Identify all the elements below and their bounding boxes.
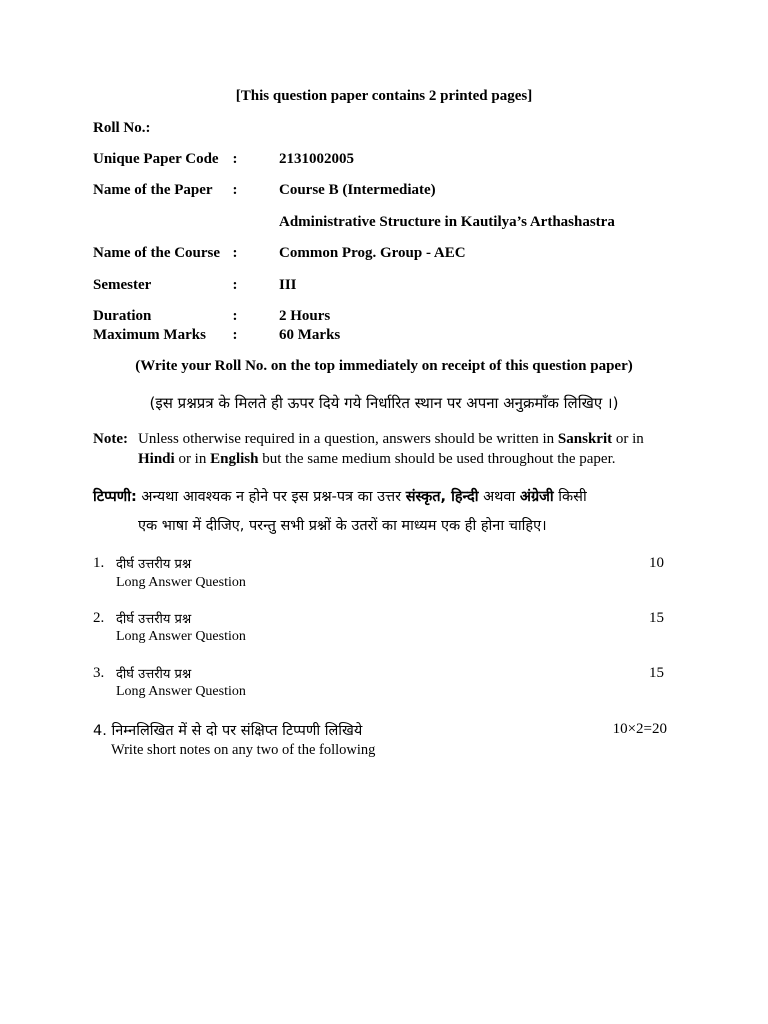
question-4-line <box>93 720 362 740</box>
duration-label: Duration <box>93 308 152 324</box>
note-line-2 <box>138 451 616 468</box>
note-hindi: Hindi <box>138 451 175 467</box>
paper-code-label: Unique Paper Code <box>93 151 219 167</box>
course-name-value: Common Prog. Group - AEC <box>279 245 466 261</box>
question-2-hindi: दीर्घ उत्तरीय प्रश्न <box>116 612 192 627</box>
max-marks-value: 60 Marks <box>279 327 341 343</box>
course-name-label: Name of the Course <box>93 245 221 261</box>
question-3-hindi: दीर्घ उत्तरीय प्रश्न <box>116 667 192 682</box>
paper-name-value: Course B (Intermediate) <box>279 182 436 198</box>
question-1-hindi: दीर्घ उत्तरीय प्रश्न <box>116 557 192 572</box>
note-text-3: or in <box>174 451 211 467</box>
semester-value: III <box>279 277 297 293</box>
tippani-line-2: एक भाषा में दीजिए, परन्तु सभी प्रश्नों के उतरों का माध्यम एक ही होना चाहिए। <box>138 518 547 534</box>
note-text-2: or in <box>612 431 644 447</box>
question-3-marks: 15 <box>649 665 664 681</box>
question-2-marks: 15 <box>649 610 664 626</box>
tippani-line-1 <box>93 486 587 506</box>
roll-instruction-english: (Write your Roll No. on the top immediately on receipt of this question paper) <box>135 358 633 374</box>
question-4-number: 4. <box>93 723 107 739</box>
roll-instruction-hindi: (इस प्रश्नप्रत्र के मिलते ही ऊपर दिये गये निर्धारित स्थान पर अपना अनुक्रमाँक लिखिए ।) <box>149 394 619 412</box>
semester-colon: : <box>232 277 238 293</box>
note-sanskrit: Sanskrit <box>557 431 613 447</box>
note-line-1 <box>138 431 644 448</box>
semester-label: Semester <box>93 277 152 293</box>
pages-note: [This question paper contains 2 printed pages] <box>235 88 533 104</box>
max-marks-colon: : <box>232 327 238 343</box>
question-4-hindi: निम्नलिखित में से दो पर संक्षिप्त टिप्पणी लिखिये <box>111 723 363 739</box>
question-1-number: 1. <box>93 555 105 571</box>
note-text-1: Unless otherwise required in a question, answers should be written in <box>138 431 558 447</box>
note-text-4: but the same medium should be used throughout the paper. <box>258 451 616 467</box>
paper-name-label: Name of the Paper <box>93 182 213 198</box>
tippani-english: अंग्रेजी <box>519 489 554 505</box>
note-english: English <box>210 451 259 467</box>
question-4-marks: 10×2=20 <box>612 721 667 737</box>
question-1-marks: 10 <box>649 555 664 571</box>
question-4-english: Write short notes on any two of the following <box>111 742 376 758</box>
note-label: Note: <box>93 431 128 447</box>
paper-name-value-line2: Administrative Structure in Kautilya’s Arthashastra <box>279 214 615 230</box>
paper-code-colon: : <box>232 151 238 167</box>
max-marks-label: Maximum Marks <box>93 327 206 343</box>
roll-number-label: Roll No.: <box>93 120 151 136</box>
tippani-text-2: अथवा <box>478 489 520 505</box>
paper-name-colon: : <box>232 182 238 198</box>
question-2-number: 2. <box>93 610 105 626</box>
question-3-number: 3. <box>93 665 105 681</box>
duration-colon: : <box>232 308 238 324</box>
question-2-english: Long Answer Question <box>116 629 246 644</box>
tippani-sanskrit-hindi: संस्कृत, हिन्दी <box>405 489 479 505</box>
tippani-text-3: किसी <box>553 489 587 505</box>
question-3-english: Long Answer Question <box>116 684 246 699</box>
tippani-label: टिप्पणी: <box>93 489 137 505</box>
duration-value: 2 Hours <box>279 308 331 324</box>
paper-code-value: 2131002005 <box>279 151 354 167</box>
tippani-text-1: अन्यथा आवश्यक न होने पर इस प्रश्न-पत्र का उत्तर <box>136 489 406 505</box>
question-1-english: Long Answer Question <box>116 575 246 590</box>
course-name-colon: : <box>232 245 238 261</box>
